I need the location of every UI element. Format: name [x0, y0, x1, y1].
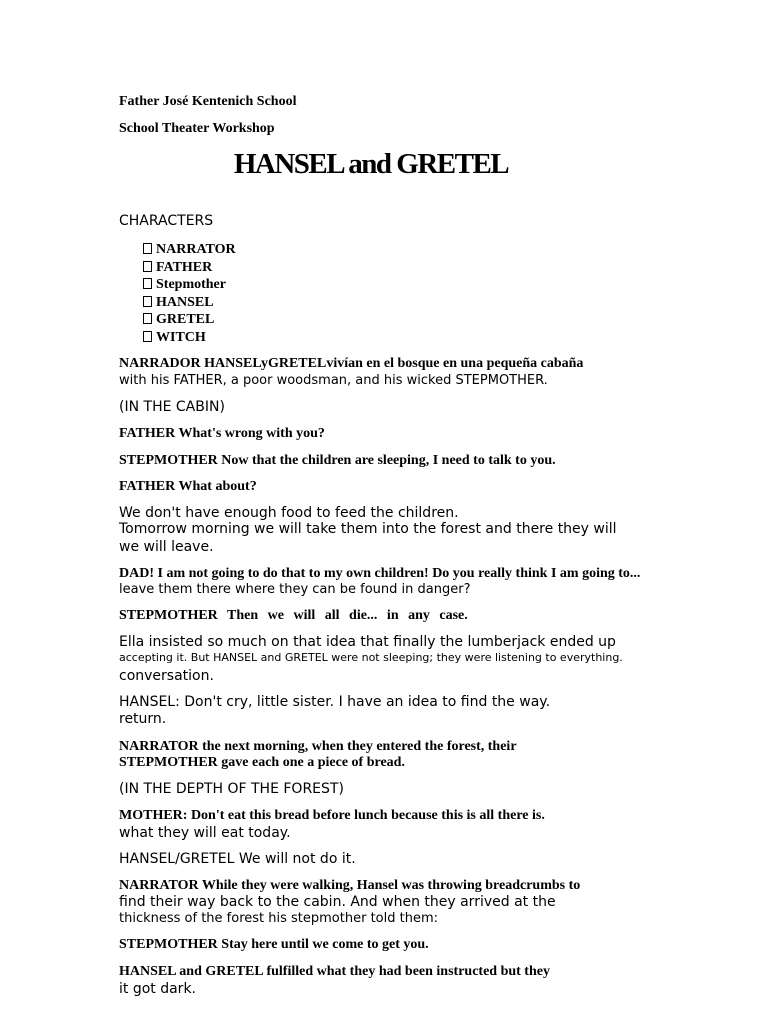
script-line: conversation. [119, 668, 214, 684]
script-line: Ella insisted so much on that idea that finally the lumberjack ended up [119, 634, 616, 650]
script-line: Tomorrow morning we will take them into the forest and there they will [119, 521, 617, 537]
script-line: what they will eat today. [119, 825, 291, 841]
script-line: STEPMOTHER Stay here until we come to get you. [119, 937, 429, 952]
checkbox-icon [143, 243, 152, 254]
script-line: NARRATOR the next morning, when they entered the forest, their [119, 739, 517, 754]
stage-direction: (IN THE CABIN) [119, 399, 225, 415]
script-line: DAD! I am not going to do that to my own children! Do you really think I am going to... [119, 566, 641, 581]
checkbox-icon [143, 296, 152, 307]
checkbox-icon [143, 278, 152, 289]
script-line: FATHER What about? [119, 479, 257, 494]
script-line: STEPMOTHER Now that the children are sleeping, I need to talk to you. [119, 453, 556, 468]
workshop-name: School Theater Workshop [119, 121, 275, 136]
school-name: Father José Kentenich School [119, 94, 297, 109]
script-line: return. [119, 711, 167, 727]
script-line: MOTHER: Don't eat this bread before lunch because this is all there is. [119, 808, 545, 823]
script-line: thickness of the forest his stepmother told them: [119, 911, 438, 926]
script-line: find their way back to the cabin. And when they arrived at the [119, 894, 556, 910]
characters-heading: CHARACTERS [119, 213, 214, 229]
script-line: NARRATOR While they were walking, Hansel was throwing breadcrumbs to [119, 878, 581, 893]
script-line: leave them there where they can be found in danger? [119, 582, 471, 597]
script-line: FATHER What's wrong with you? [119, 426, 325, 441]
script-line: NARRADOR HANSELyGRETELvivían en el bosque en una pequeña cabaña [119, 356, 584, 371]
script-line: HANSEL/GRETEL We will not do it. [119, 851, 356, 867]
character-item: WITCH [143, 329, 236, 347]
checkbox-icon [143, 331, 152, 342]
checkbox-icon [143, 313, 152, 324]
character-item: Stepmother [143, 276, 236, 294]
character-item: FATHER [143, 259, 236, 277]
script-line: HANSEL and GRETEL fulfilled what they had been instructed but they [119, 964, 550, 979]
character-item: HANSEL [143, 294, 236, 312]
script-line: we will leave. [119, 539, 214, 555]
script-line: accepting it. But HANSEL and GRETEL were not sleeping; they were listening to everything. [119, 651, 623, 664]
character-item: NARRATOR [143, 241, 236, 259]
script-line: STEPMOTHER Then we will all die... in any case. [119, 608, 468, 623]
play-title: HANSEL and GRETEL [233, 148, 509, 180]
character-item: GRETEL [143, 311, 236, 329]
characters-list [143, 241, 236, 346]
script-line: with his FATHER, a poor woodsman, and his wicked STEPMOTHER. [119, 373, 548, 388]
checkbox-icon [143, 261, 152, 272]
script-line: it got dark. [119, 981, 196, 997]
script-line: STEPMOTHER gave each one a piece of bread. [119, 755, 405, 770]
script-line: We don't have enough food to feed the children. [119, 505, 459, 521]
stage-direction: (IN THE DEPTH OF THE FOREST) [119, 781, 344, 797]
script-line: HANSEL: Don't cry, little sister. I have an idea to find the way. [119, 694, 551, 710]
